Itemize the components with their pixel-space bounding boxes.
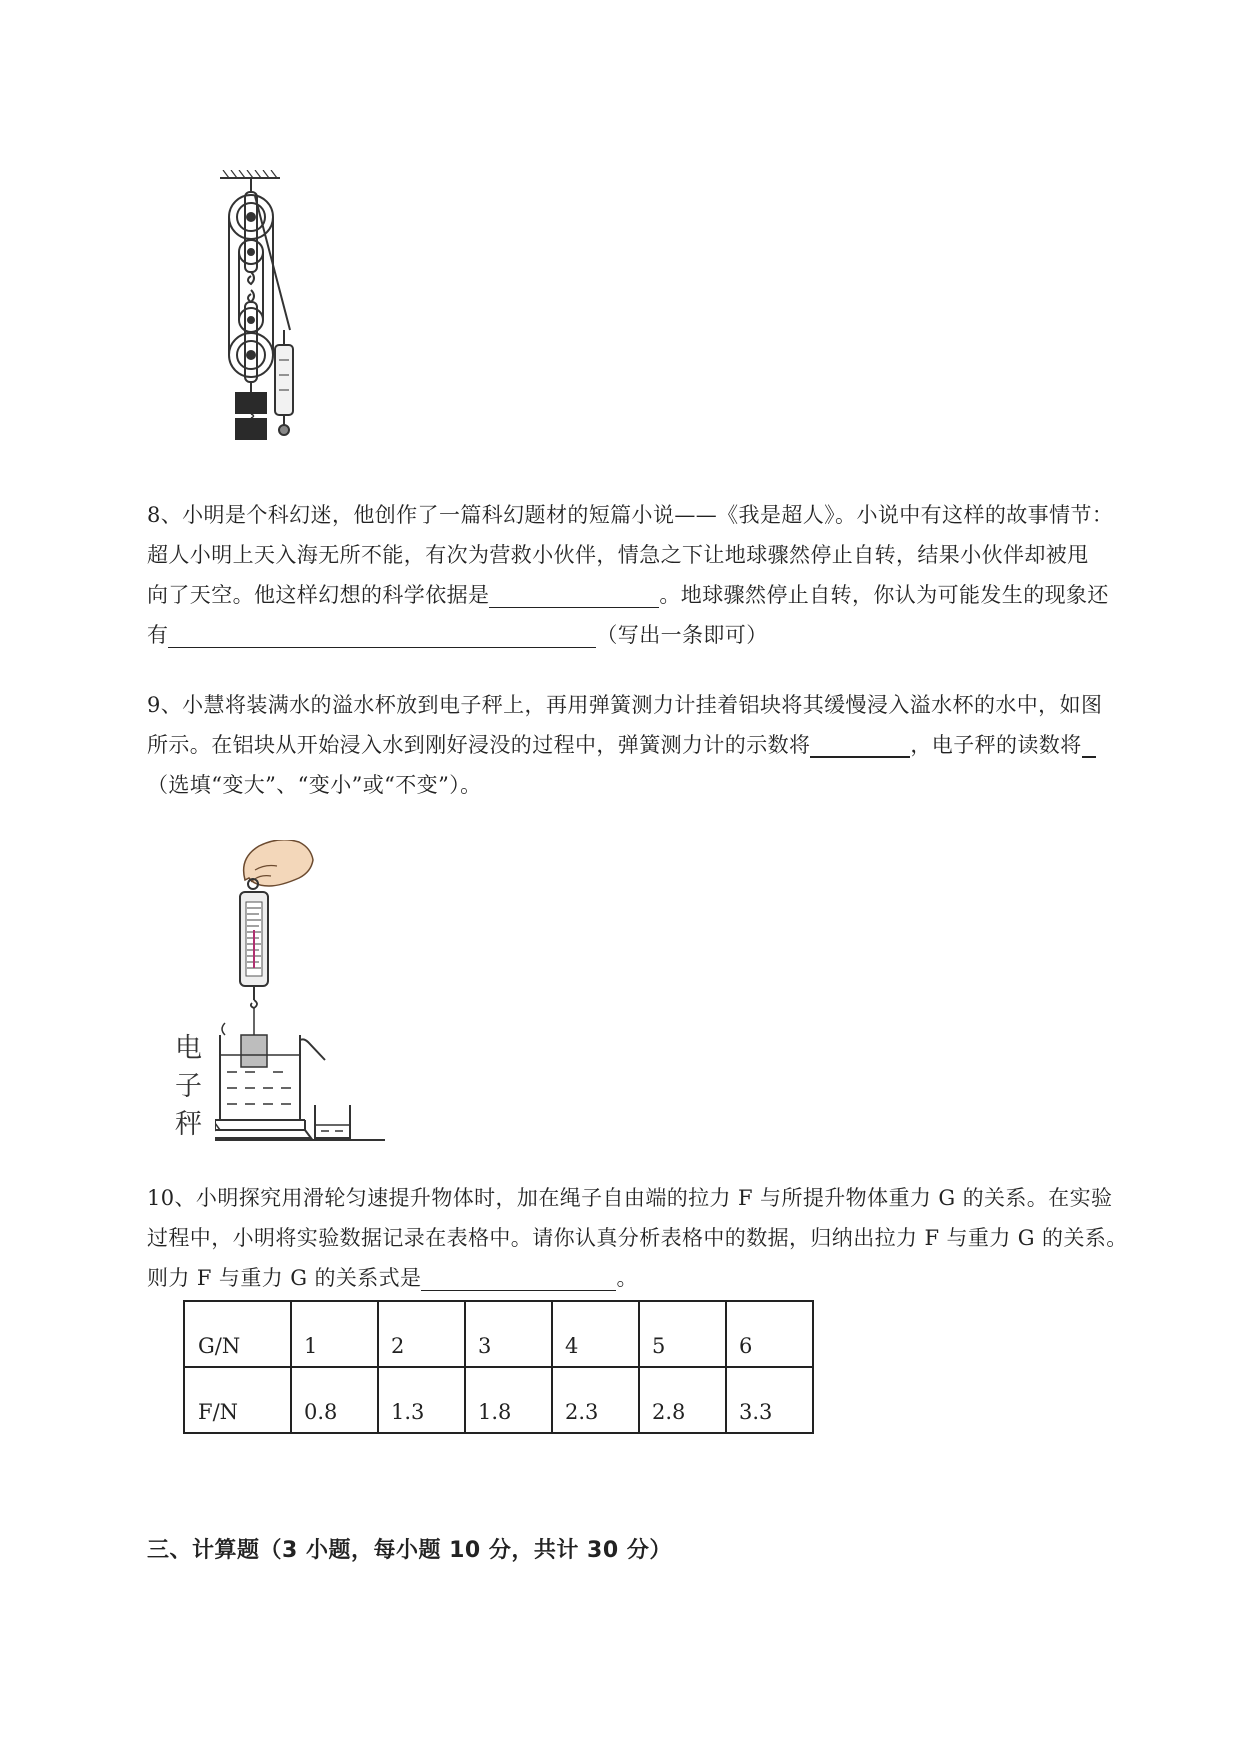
table-row-header: G/N	[184, 1301, 291, 1367]
q8-line-1: 8、小明是个科幻迷，他创作了一篇科幻题材的短篇小说——《我是超人》。小说中有这样的故事情节：	[147, 503, 1114, 527]
q8-line-4	[147, 615, 1177, 655]
q10-line-3	[147, 1258, 1177, 1298]
table-cell: 2.8	[639, 1367, 726, 1433]
answer-blank-q9-spring-scale[interactable]	[810, 730, 910, 758]
table-cell: 2.3	[552, 1367, 639, 1433]
q8-line-4-end: （写出一条即可）	[596, 623, 768, 647]
data-table	[183, 1300, 814, 1434]
q9-line-1: 9、小慧将装满水的溢水杯放到电子秤上，再用弹簧测力计挂着铝块将其缓慢浸入溢水杯的水中，如图	[147, 693, 1103, 717]
q10-line-3-start: 则力 F 与重力 G 的关系式是	[147, 1266, 422, 1290]
q9-line-2-mid: ，电子秤的读数将	[910, 733, 1082, 757]
table-cell: 3	[465, 1301, 552, 1367]
table-row-header: F/N	[184, 1367, 291, 1433]
q10-line-3-end: 。	[616, 1266, 638, 1290]
scale-label-char-3: 秤	[175, 1109, 202, 1140]
pulley-system-figure	[215, 170, 335, 440]
table-cell: 6	[726, 1301, 813, 1367]
scale-label-char-2: 子	[175, 1071, 202, 1102]
table-cell: 2	[378, 1301, 465, 1367]
question-9	[147, 685, 1177, 805]
table-cell: 5	[639, 1301, 726, 1367]
q8-line-3-start: 向了天空。他这样幻想的科学依据是	[147, 583, 490, 607]
answer-blank-q8-phenomenon[interactable]	[168, 621, 596, 648]
q8-line-4-start: 有	[147, 623, 169, 647]
q10-line-1: 10、小明探究用滑轮匀速提升物体时，加在绳子自由端的拉力 F 与所提升物体重力 G 的关系。在实验	[147, 1186, 1113, 1210]
table-row	[184, 1367, 813, 1433]
table-row	[184, 1301, 813, 1367]
answer-blank-q8-basis[interactable]	[489, 581, 659, 608]
question-8	[147, 495, 1177, 655]
q9-line-2-start: 所示。在铝块从开始浸入水到刚好浸没的过程中，弹簧测力计的示数将	[147, 733, 811, 757]
overflow-cup-figure	[215, 840, 395, 1150]
answer-blank-q9-electronic-scale[interactable]	[1082, 730, 1096, 758]
scale-label-char-1: 电	[175, 1033, 202, 1064]
table-cell: 1.8	[465, 1367, 552, 1433]
question-10	[147, 1178, 1177, 1298]
q8-line-3-end: 。地球骤然停止自转，你认为可能发生的现象还	[659, 583, 1109, 607]
q8-line-3	[147, 575, 1177, 615]
answer-blank-q10-relation[interactable]	[421, 1264, 616, 1291]
electronic-scale-label	[175, 1030, 202, 1144]
table-cell: 3.3	[726, 1367, 813, 1433]
table-cell: 4	[552, 1301, 639, 1367]
q10-line-2: 过程中，小明将实验数据记录在表格中。请你认真分析表格中的数据，归纳出拉力 F 与重力 G 的关系。	[147, 1226, 1128, 1250]
table-cell: 1	[291, 1301, 378, 1367]
table-cell: 1.3	[378, 1367, 465, 1433]
q9-line-3: （选填“变大”、“变小”或“不变”）。	[147, 773, 482, 797]
q9-line-2	[147, 725, 1177, 765]
section-3-heading: 三、计算题（3 小题，每小题 10 分，共计 30 分）	[147, 1538, 672, 1563]
table-cell: 0.8	[291, 1367, 378, 1433]
q8-line-2: 超人小明上天入海无所不能，有次为营救小伙伴，情急之下让地球骤然停止自转，结果小伙伴却被甩	[147, 543, 1089, 567]
